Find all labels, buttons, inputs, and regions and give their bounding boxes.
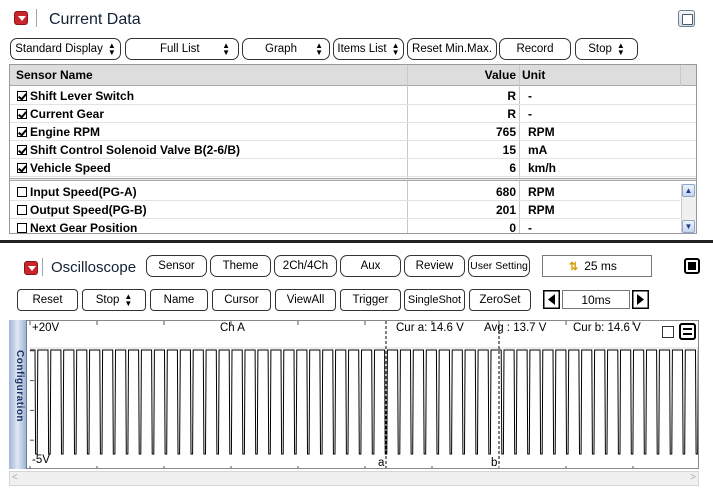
channel-label: Ch A: [220, 322, 245, 334]
items-list-select[interactable]: [333, 38, 404, 60]
user-setting-label: User Setting: [470, 260, 528, 272]
sensor-unit: km/h: [528, 161, 557, 175]
column-header-sensor-name[interactable]: Sensor Name: [16, 68, 93, 82]
stop-square-icon[interactable]: [684, 258, 700, 274]
y-max-label: +20V: [32, 322, 60, 334]
reset-label: Reset: [32, 294, 63, 306]
sensor-value: 765: [495, 125, 516, 139]
time-div-value: 10ms: [581, 292, 611, 307]
cursor-a-readout: Cur a: 14.6 V: [396, 322, 464, 334]
standard-display-select[interactable]: [10, 38, 121, 60]
collapse-arrow-icon[interactable]: [14, 11, 28, 25]
sensor-name: Next Gear Position: [30, 221, 138, 234]
cursor-b-readout: Cur b: 14.6 V: [573, 322, 641, 334]
panel-divider[interactable]: [0, 240, 713, 243]
sensor-value: R: [507, 107, 516, 121]
average-readout: Avg : 13.7 V: [484, 322, 547, 334]
sensor-unit: RPM: [528, 203, 555, 217]
column-divider: [680, 65, 681, 86]
full-list-label: Full List: [160, 43, 200, 55]
viewall-label: ViewAll: [286, 294, 325, 306]
group-separator: [10, 178, 696, 181]
review-label: Review: [415, 260, 454, 272]
table-row[interactable]: [10, 87, 696, 105]
waveform-canvas[interactable]: [10, 321, 699, 469]
table-row[interactable]: [10, 123, 696, 141]
sensor-value: 201: [495, 203, 516, 217]
updown-icon: ▲ ▼: [616, 41, 625, 57]
waveform-trace: [30, 350, 698, 454]
column-header-value[interactable]: Value: [484, 68, 516, 82]
sensor-value: R: [507, 89, 516, 103]
sensor-unit: -: [528, 221, 532, 234]
row-checkbox[interactable]: [17, 145, 27, 155]
graph-select[interactable]: [242, 38, 330, 60]
singleshot-button[interactable]: [404, 289, 465, 311]
row-checkbox[interactable]: [17, 223, 27, 233]
updown-icon: ▲ ▼: [222, 41, 230, 57]
sensor-name: Output Speed(PG-B): [30, 203, 147, 217]
sensor-value: 15: [502, 143, 516, 157]
record-label: Record: [516, 43, 554, 55]
sample-rate-display[interactable]: [542, 255, 652, 277]
cursor-button[interactable]: [212, 289, 271, 311]
scroll-left-icon[interactable]: <: [12, 472, 18, 483]
scroll-right-icon[interactable]: >: [690, 472, 696, 483]
record-button[interactable]: [499, 38, 571, 60]
trigger-button[interactable]: [340, 289, 401, 311]
reset-button[interactable]: [17, 289, 78, 311]
items-list-label: Items List: [337, 43, 387, 55]
current-data-header: [0, 0, 713, 36]
sensor-data-table: [9, 64, 697, 234]
left-arrow-icon[interactable]: [543, 290, 560, 309]
sensor-name: Vehicle Speed: [30, 161, 111, 175]
cursor-a-label: a: [378, 457, 385, 469]
restore-window-icon[interactable]: [678, 10, 695, 27]
table-row[interactable]: [10, 159, 696, 177]
time-div-display[interactable]: [562, 290, 630, 309]
overlay-checkbox[interactable]: [662, 326, 674, 338]
sensor-name: Shift Lever Switch: [30, 89, 135, 103]
sensor-button[interactable]: [146, 255, 207, 277]
channels-label: 2Ch/4Ch: [282, 260, 329, 272]
reset-minmax-label: Reset Min.Max.: [412, 43, 492, 55]
configuration-tab[interactable]: [9, 320, 27, 469]
sensor-name: Input Speed(PG-A): [30, 185, 137, 199]
stop-label: Stop: [588, 43, 612, 55]
row-checkbox[interactable]: [17, 127, 27, 137]
collapse-arrow-icon[interactable]: [24, 261, 38, 275]
theme-button[interactable]: [210, 255, 271, 277]
channels-button[interactable]: [274, 255, 337, 277]
sensor-unit: -: [528, 89, 532, 103]
stop-label: Stop: [95, 294, 120, 306]
sensor-value: 6: [509, 161, 516, 175]
sensor-unit: -: [528, 107, 532, 121]
aux-label: Aux: [360, 260, 381, 272]
row-checkbox[interactable]: [17, 205, 27, 215]
sensor-label: Sensor: [158, 260, 195, 272]
sample-rate-value: 25 ms: [584, 259, 617, 273]
stop-select[interactable]: [82, 289, 146, 311]
theme-label: Theme: [222, 260, 259, 272]
singleshot-label: SingleShot: [407, 294, 462, 306]
aux-button[interactable]: [340, 255, 401, 277]
cursor-b-label: b: [491, 457, 498, 469]
right-arrow-icon[interactable]: [632, 290, 649, 309]
scroll-down-icon[interactable]: ▼: [682, 220, 695, 233]
reset-minmax-button[interactable]: [407, 38, 497, 60]
viewall-button[interactable]: [275, 289, 336, 311]
standard-display-label: Standard Display: [15, 43, 103, 55]
row-checkbox[interactable]: [17, 187, 27, 197]
cursor-label: Cursor: [224, 294, 259, 306]
trigger-label: Trigger: [352, 294, 389, 306]
sensor-unit: RPM: [528, 125, 555, 139]
horizontal-scrollbar[interactable]: [9, 471, 699, 486]
review-button[interactable]: [404, 255, 465, 277]
sensor-value: 680: [495, 185, 516, 199]
table-row[interactable]: [10, 201, 680, 219]
updown-icon: ▲ ▼: [107, 41, 116, 57]
updown-icon: ▲ ▼: [124, 292, 133, 308]
panel-title: Current Data: [49, 11, 141, 28]
oscilloscope-title: Oscilloscope: [51, 259, 137, 276]
updown-icon: ▲ ▼: [315, 41, 323, 57]
sample-time-icon: ⇅: [569, 260, 579, 273]
updown-icon: ▲ ▼: [391, 41, 400, 57]
scroll-up-icon[interactable]: ▲: [682, 184, 695, 197]
title-separator: [42, 258, 43, 276]
name-label: Name: [163, 294, 195, 306]
sensor-name: Shift Control Solenoid Valve B(2-6/B): [30, 143, 241, 157]
row-checkbox[interactable]: [17, 163, 27, 173]
zeroset-button[interactable]: [469, 289, 531, 311]
table-row[interactable]: [10, 219, 680, 234]
configuration-tab-label: Configuration: [14, 350, 25, 423]
sensor-value: 0: [509, 221, 516, 234]
stop-select[interactable]: [575, 38, 638, 60]
sensor-name: Current Gear: [30, 107, 105, 121]
sensor-name: Engine RPM: [30, 125, 101, 139]
column-header-unit[interactable]: Unit: [522, 68, 546, 82]
oscilloscope-display[interactable]: [9, 320, 699, 469]
graph-label: Graph: [265, 43, 297, 55]
zeroset-label: ZeroSet: [479, 294, 521, 306]
row-checkbox[interactable]: [17, 109, 27, 119]
sensor-unit: RPM: [528, 185, 555, 199]
table-row[interactable]: [10, 105, 696, 123]
table-row[interactable]: [10, 183, 680, 201]
sensor-unit: mA: [528, 143, 548, 157]
table-header: [10, 65, 696, 86]
row-checkbox[interactable]: [17, 91, 27, 101]
full-list-select[interactable]: [125, 38, 239, 60]
channel-layout-icon[interactable]: [679, 323, 696, 340]
vertical-scrollbar[interactable]: [681, 184, 696, 234]
table-row[interactable]: [10, 141, 696, 159]
title-separator: [36, 9, 37, 27]
user-setting-button[interactable]: [468, 255, 530, 277]
y-min-label: -5V: [32, 454, 50, 466]
name-button[interactable]: [150, 289, 208, 311]
